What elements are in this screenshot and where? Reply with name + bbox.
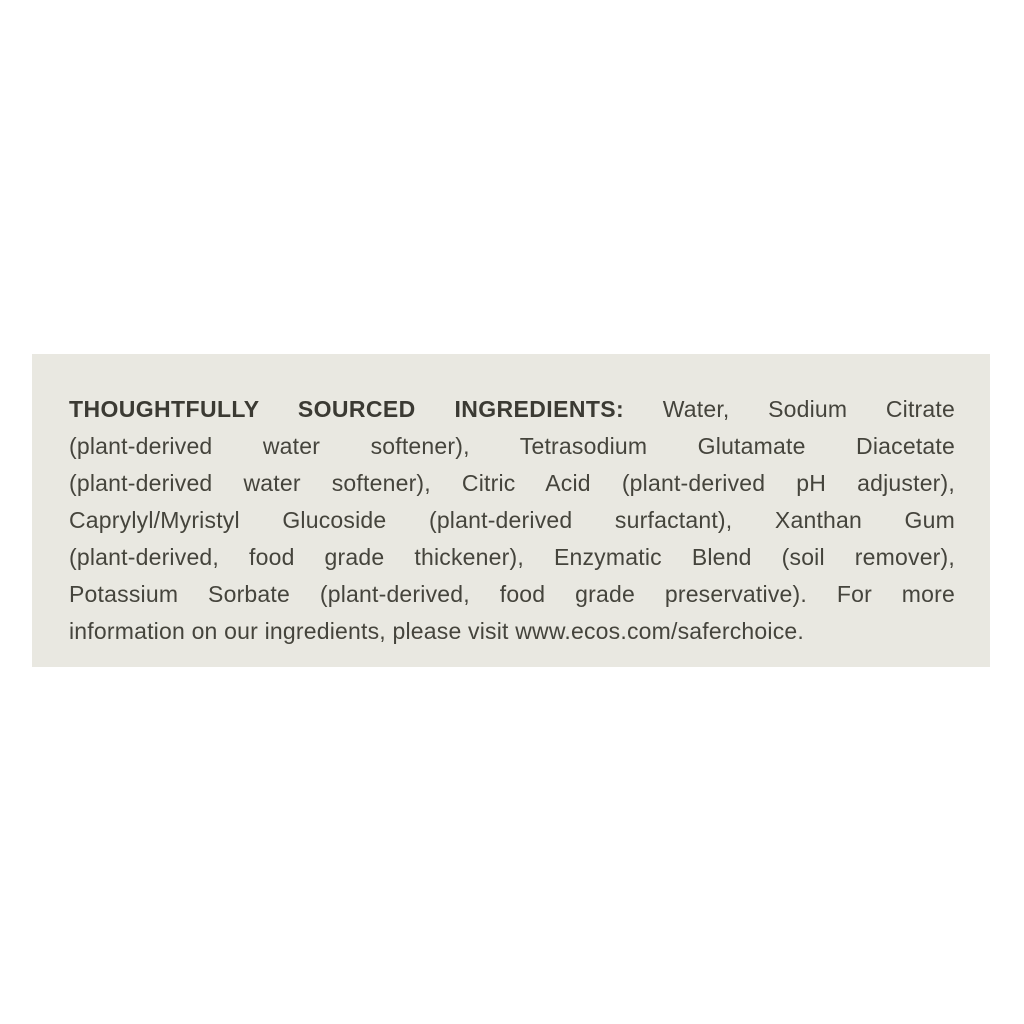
- ingredients-line-last: information on our ingredients, please visit www.ecos.com/saferchoice.: [69, 618, 805, 644]
- ingredients-line: Caprylyl/Myristyl Glucoside (plant-derived surfactant), Xanthan Gum: [69, 507, 955, 533]
- ingredients-line: Potassium Sorbate (plant-derived, food grade preservative). For more: [69, 581, 955, 607]
- ingredients-label: [32, 354, 990, 667]
- ingredients-line: [69, 391, 955, 428]
- ingredients-heading: THOUGHTFULLY SOURCED INGREDIENTS:: [69, 396, 625, 422]
- ingredients-line: (plant-derived, food grade thickener), Enzymatic Blend (soil remover),: [69, 544, 955, 570]
- ingredients-line: (plant-derived water softener), Tetrasodium Glutamate Diacetate: [69, 433, 955, 459]
- ingredients-line: (plant-derived water softener), Citric Acid (plant-derived pH adjuster),: [69, 470, 955, 496]
- ingredients-line-text: Water, Sodium Citrate: [662, 396, 955, 422]
